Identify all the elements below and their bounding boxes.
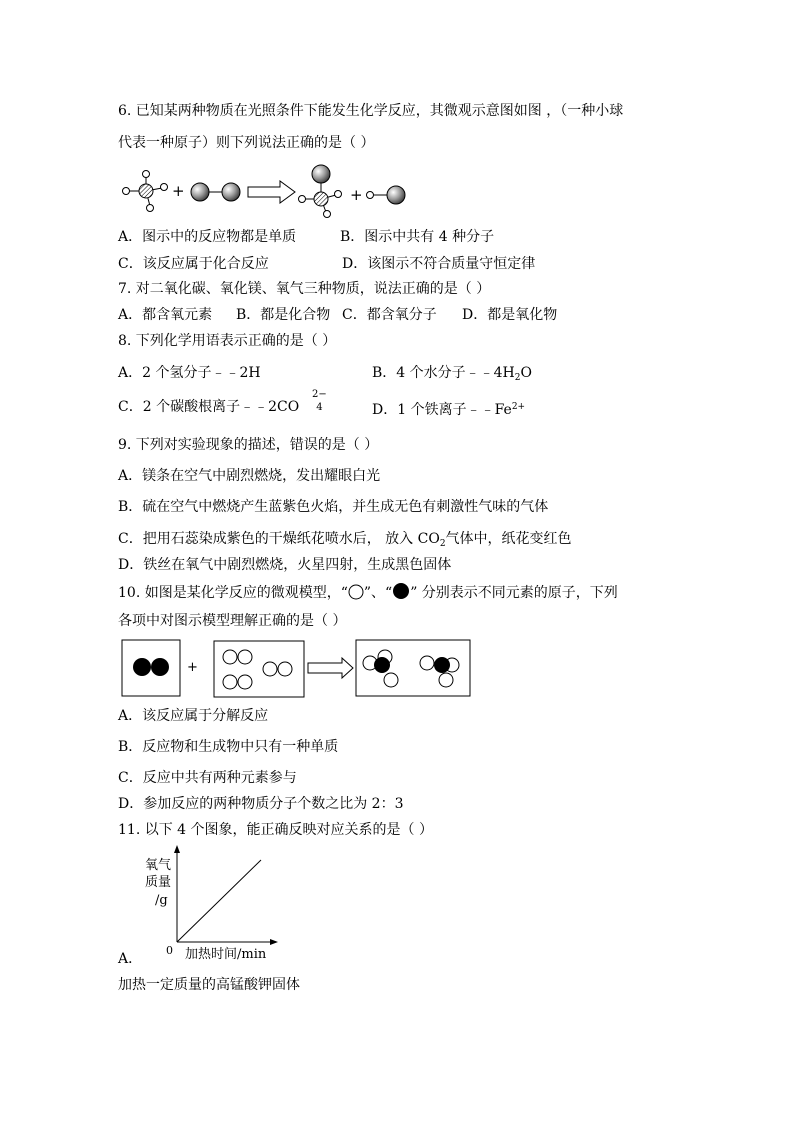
q6-molecule-diagram	[118, 160, 418, 215]
q11-option-a-letter[interactable]: A．	[118, 951, 143, 967]
filled-circle-symbol	[392, 582, 410, 600]
q10-stem-line1: 10. 如图是某化学反应的微观模型，“ ”、“ ” 分别表示不同元素的原子，下列	[118, 582, 618, 602]
series-line	[177, 860, 261, 942]
q9-option-b[interactable]: B．硫在空气中燃烧产生蓝紫色火焰，并生成无色有刺激性气味的气体	[118, 499, 549, 515]
q7-option-b[interactable]: B．都是化合物	[236, 307, 331, 323]
x-axis-arrow	[270, 939, 278, 945]
q7-option-a[interactable]: A．都含氧元素	[118, 307, 213, 323]
q11-stem: 11. 以下 4 个图象，能正确反映对应关系的是（ ）	[118, 822, 433, 838]
plus-sign: +	[172, 182, 185, 200]
q10-reaction-model	[120, 638, 475, 700]
q6-option-d[interactable]: D．该图示不符合质量守恒定律	[342, 256, 536, 272]
chart-ylabel-line1: 氧气	[145, 858, 172, 873]
q11-chart-oxygen-mass	[170, 845, 280, 950]
q6-option-c[interactable]: C．该反应属于化合反应	[118, 256, 269, 272]
q8-option-c[interactable]: C．2 个碳酸根离子﹣﹣2CO	[118, 399, 300, 415]
q10-option-b[interactable]: B．反应物和生成物中只有一种单质	[118, 739, 339, 755]
q6-option-a[interactable]: A．图示中的反应物都是单质	[118, 229, 297, 245]
q8-stem: 8. 下列化学用语表示正确的是（ ）	[118, 333, 337, 349]
q10-option-c[interactable]: C．反应中共有两种元素参与	[118, 770, 297, 786]
y-axis-arrow	[174, 845, 180, 853]
q8-option-b[interactable]: B．4 个水分子$﹣﹣4H_2O$	[372, 365, 532, 383]
q6-stem-line2: 代表一种原子）则下列说法正确的是（ ）	[118, 135, 375, 151]
q6-option-b[interactable]: B．图示中共有 4 种分子	[340, 229, 495, 245]
reactant-methane-molecule	[123, 171, 168, 212]
q7-option-d[interactable]: D．都是氧化物	[462, 307, 558, 323]
plus-sign: +	[187, 660, 198, 675]
q11-option-a-caption: 加热一定质量的高锰酸钾固体	[118, 977, 300, 993]
q8-option-a[interactable]: A．2 个氢分子﹣﹣2H	[118, 365, 261, 381]
q6-stem-line1: 6. 已知某两种物质在光照条件下能发生化学反应，其微观示意图如图 ，（一种小球	[118, 103, 624, 119]
q7-option-c[interactable]: C．都含氧分子	[342, 307, 437, 323]
q10-option-a[interactable]: A．该反应属于分解反应	[118, 708, 269, 724]
q9-option-a[interactable]: A．镁条在空气中剧烈燃烧，发出耀眼白光	[118, 468, 381, 484]
open-circle-symbol	[348, 584, 364, 600]
q7-stem: 7. 对二氧化碳、氧化镁、氧气三种物质，说法正确的是（ ）	[118, 281, 491, 297]
reaction-arrow	[308, 658, 353, 678]
product-hcl-molecule	[367, 186, 406, 204]
chart-xlabel: 加热时间/min	[185, 947, 267, 962]
q9-option-c[interactable]: C．把用石蕊染成紫色的干燥纸花喷水后， 放入 $CO_2$气体中，纸花变红色	[118, 531, 572, 549]
plus-sign: +	[350, 186, 363, 204]
chart-origin-label: 0	[166, 944, 173, 957]
q10-option-d[interactable]: D．参加反应的两种物质分子个数之比为 2：3	[118, 796, 404, 812]
q9-option-d[interactable]: D．铁丝在氧气中剧烈燃烧，火星四射，生成黑色固体	[118, 557, 452, 573]
q8-option-d[interactable]: D．1 个铁离子$﹣﹣Fe^{2+}$	[372, 402, 526, 418]
q10-stem-line2: 各项中对图示模型理解正确的是（ ）	[118, 613, 347, 629]
reaction-arrow	[248, 181, 295, 203]
reactant-box-1	[122, 640, 180, 696]
reactant-chlorine-molecule	[191, 183, 240, 201]
chart-ylabel-line2: 质量	[145, 875, 172, 890]
product-chloromethane-molecule	[299, 165, 342, 218]
chart-ylabel-line3: /g	[155, 893, 168, 908]
q9-stem: 9. 下列对实验现象的描述，错误的是（ ）	[118, 437, 379, 453]
q8-carbonate-charge: 2− 4	[312, 389, 327, 413]
